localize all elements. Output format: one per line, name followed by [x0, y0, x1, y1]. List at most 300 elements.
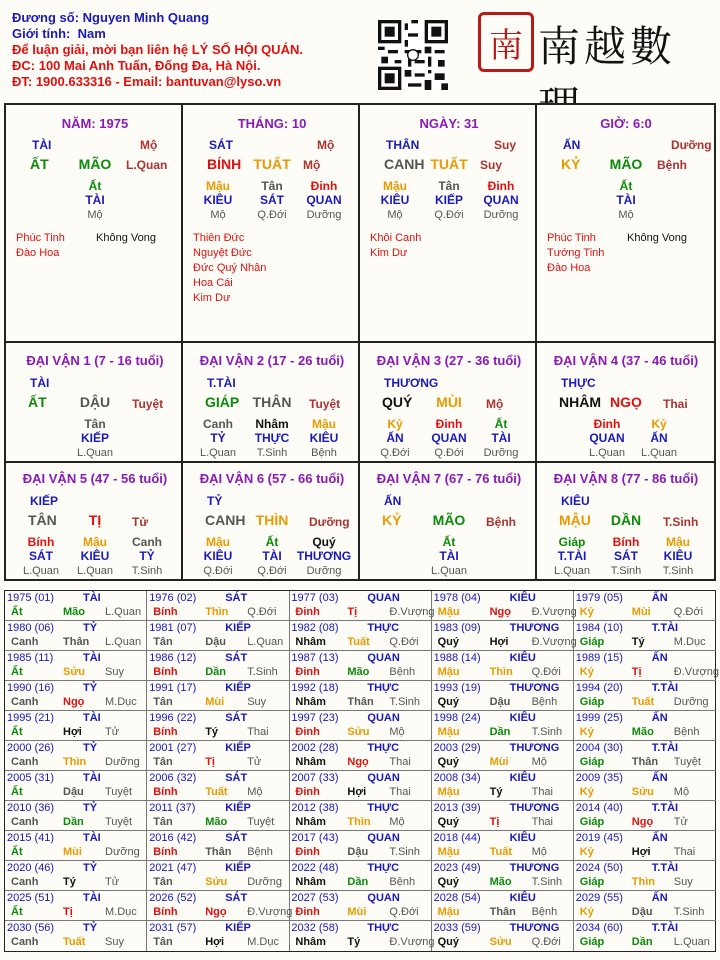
hidden-state: Q.Đới	[203, 565, 233, 577]
year-state: M.Dục	[105, 696, 137, 708]
gender-label: Giới tính:	[12, 26, 71, 41]
earthly-branch: MÃO	[78, 156, 112, 172]
year-stem: Bính	[153, 726, 178, 738]
heavenly-stem: MẬU	[559, 512, 591, 528]
branch-state: T.Sinh	[663, 515, 699, 529]
branch-state: Tuyệt	[132, 397, 164, 411]
year-god: TỶ	[83, 802, 98, 814]
stem-god: THÂN	[386, 138, 420, 152]
hidden-state: Q.Đới	[257, 565, 287, 577]
year-label: 2021 (47)	[149, 862, 197, 874]
year-label: 2015 (41)	[7, 832, 55, 844]
hidden-stem: Ất	[619, 179, 633, 193]
hidden-state: Dưỡng	[483, 209, 519, 221]
year-god: THỰC	[367, 742, 400, 754]
year-label: 1991 (17)	[149, 682, 197, 694]
year-stem: Quý	[437, 756, 459, 768]
year-god: QUAN	[367, 832, 400, 844]
hidden-god: KIÊU	[203, 549, 233, 563]
earthly-branch: THÂN	[252, 394, 292, 410]
year-label: 2010 (36)	[7, 802, 55, 814]
year-god: THỰC	[367, 922, 400, 934]
year-branch: Mùi	[347, 906, 367, 918]
qr-code-icon[interactable]	[378, 20, 448, 90]
year-cell	[147, 801, 289, 831]
year-cell	[5, 831, 147, 861]
year-branch: Thân	[205, 846, 232, 858]
year-cell	[574, 831, 716, 861]
year-state: L.Quan	[105, 636, 142, 648]
year-branch: Sửu	[63, 666, 86, 678]
hidden-god: QUAN	[483, 193, 519, 207]
hidden-state: T.Sinh	[662, 565, 694, 577]
year-branch: Sửu	[489, 936, 512, 948]
year-stem: Mậu	[437, 846, 460, 858]
year-cell	[289, 771, 431, 801]
year-label: 2012 (38)	[291, 802, 339, 814]
year-god: T.TÀI	[651, 802, 679, 814]
stem-god: ẤN	[563, 138, 581, 152]
year-state: M.Dục	[673, 636, 706, 648]
year-branch: Dậu	[205, 636, 226, 648]
year-cell	[432, 771, 574, 801]
year-branch: Mão	[631, 726, 654, 738]
year-cell	[432, 861, 574, 891]
year-god: TỶ	[83, 622, 98, 634]
year-god: T.TÀI	[651, 622, 679, 634]
year-state: Thai	[673, 846, 696, 858]
year-label: 2000 (26)	[7, 742, 55, 754]
hidden-god: QUAN	[431, 431, 467, 445]
year-state: Dưỡng	[673, 696, 709, 708]
brand-logo: 南越數	[538, 22, 677, 71]
year-label: 1981 (07)	[149, 622, 197, 634]
year-cell	[147, 891, 293, 921]
year-stem: Tân	[153, 876, 173, 888]
year-stem: Canh	[11, 636, 39, 648]
pillar-0	[6, 105, 183, 343]
year-god: KIÊU	[509, 832, 536, 844]
hidden-stem: Nhâm	[255, 417, 289, 431]
hidden-god: KIÊU	[203, 193, 233, 207]
shen-sha-star: Hoa Cái	[193, 277, 233, 289]
year-state: Đ.Vượng	[389, 606, 435, 618]
year-label: 2022 (48)	[291, 862, 339, 874]
year-state: Bệnh	[247, 846, 273, 858]
year-label: 2033 (59)	[433, 922, 481, 934]
year-stem: Giáp	[579, 876, 605, 888]
year-stem: Canh	[11, 876, 39, 888]
hidden-god: TÀI	[491, 431, 511, 445]
year-stem: Mậu	[437, 906, 460, 918]
year-state: Thai	[389, 786, 411, 798]
year-stem: Đinh	[295, 846, 320, 858]
shen-sha-star: Không Vong	[627, 232, 687, 244]
year-god: KIẾP	[225, 742, 251, 754]
heavenly-stem: ẤT	[28, 394, 47, 410]
shen-sha-star: Phúc Tinh	[547, 232, 596, 244]
year-branch: Thân	[489, 906, 516, 918]
year-branch: Thân	[63, 636, 90, 648]
year-state: Suy	[673, 876, 693, 888]
year-cell	[574, 591, 716, 621]
year-label: 1988 (14)	[433, 652, 481, 664]
year-branch: Ngọ	[347, 756, 369, 768]
year-branch: Mùi	[205, 696, 225, 708]
year-state: Bệnh	[531, 696, 558, 708]
year-stem: Đinh	[295, 726, 320, 738]
year-branch: Tý	[347, 936, 361, 948]
year-branch: Tý	[63, 876, 76, 888]
hidden-god: QUAN	[306, 193, 342, 207]
branch-state: Mộ	[303, 158, 321, 172]
year-cell	[289, 801, 431, 831]
year-cell	[432, 711, 574, 741]
year-stem: Ất	[11, 666, 23, 678]
year-cell	[147, 591, 289, 621]
year-stem: Tân	[153, 756, 173, 768]
hidden-god: QUAN	[589, 431, 625, 445]
year-branch: Ngọ	[489, 606, 511, 618]
year-branch: Thìn	[63, 756, 87, 768]
year-god: T.TÀI	[651, 922, 679, 934]
year-label: 2005 (31)	[7, 772, 55, 784]
year-label: 1980 (06)	[7, 622, 55, 634]
year-label: 1976 (02)	[149, 592, 197, 604]
year-cell	[147, 621, 289, 651]
year-cell	[5, 891, 147, 921]
hidden-god: KIÊU	[309, 431, 339, 445]
year-label: 1997 (23)	[291, 712, 339, 724]
year-state: M.Dục	[247, 936, 279, 948]
branch-state: Tuyệt	[309, 397, 341, 411]
year-god: ẤN	[651, 712, 668, 724]
year-label: 2018 (44)	[433, 832, 481, 844]
hidden-stem: Mậu	[312, 417, 336, 431]
year-cell	[289, 681, 431, 711]
year-god: SÁT	[225, 712, 248, 724]
branch-state: Thai	[663, 397, 688, 411]
hidden-state: Dưỡng	[483, 447, 519, 459]
hidden-god: TÀI	[85, 193, 105, 207]
year-branch: Tuất	[205, 786, 228, 798]
year-stem: Đinh	[295, 906, 320, 918]
dai-van-4	[537, 343, 714, 463]
year-god: SÁT	[225, 592, 248, 604]
heavenly-stem: KỶ	[382, 512, 402, 528]
year-cell	[574, 681, 716, 711]
hidden-state: Q.Đới	[380, 447, 410, 459]
year-label: 2002 (28)	[291, 742, 339, 754]
hidden-stem: Tân	[84, 417, 106, 431]
year-branch: Tị	[489, 816, 500, 828]
year-cell	[574, 891, 716, 921]
year-state: L.Quan	[247, 636, 284, 648]
dai-van-5	[6, 461, 183, 579]
hidden-state: L.Quan	[588, 447, 626, 459]
hidden-stem: Mậu	[383, 179, 407, 193]
year-cell	[147, 741, 289, 771]
year-god: THƯƠNG	[509, 622, 560, 634]
year-state: L.Quan	[673, 936, 710, 948]
year-state: Q.Đới	[389, 636, 419, 648]
year-branch: Ngọ	[63, 696, 85, 708]
year-state: Tuyệt	[105, 816, 133, 828]
year-state: Q.Đới	[531, 666, 561, 678]
year-branch: Dần	[347, 876, 369, 888]
earthly-branch: TUẤT	[430, 156, 468, 172]
year-stem: Tân	[153, 696, 173, 708]
year-cell	[432, 831, 574, 861]
year-branch: Tý	[631, 636, 645, 648]
year-state: Q.Đới	[531, 936, 561, 948]
year-label: 2019 (45)	[575, 832, 623, 844]
year-state: T.Sinh	[531, 726, 563, 738]
dai-van-title: ĐẠI VẬN 7 (67 - 76 tuổi)	[376, 471, 522, 486]
year-stem: Đinh	[295, 606, 320, 618]
year-state: Tử	[105, 876, 120, 888]
year-label: 1979 (05)	[575, 592, 623, 604]
earthly-branch: MÃO	[609, 156, 643, 172]
year-god: TỶ	[83, 862, 98, 874]
hidden-god: THƯƠNG	[296, 549, 352, 563]
year-cell	[289, 741, 431, 771]
year-branch: Sửu	[347, 726, 370, 738]
year-state: Đ.Vượng	[673, 666, 719, 678]
year-label: 1998 (24)	[433, 712, 481, 724]
stem-state: Mộ	[140, 138, 158, 152]
year-stem: Giáp	[579, 936, 605, 948]
year-label: 1982 (08)	[291, 622, 339, 634]
hidden-god: ẤN	[650, 431, 668, 445]
year-cell	[147, 921, 289, 951]
gender-value: Nam	[77, 26, 106, 41]
year-god: KIÊU	[509, 592, 536, 604]
shen-sha-star: Phúc Tinh	[16, 232, 65, 244]
dai-van-title: ĐẠI VẬN 4 (37 - 46 tuổi)	[553, 353, 699, 368]
hidden-state: Mộ	[618, 209, 634, 221]
year-state: Bệnh	[389, 666, 416, 678]
hidden-stem: Mậu	[666, 535, 690, 549]
year-stem: Giáp	[579, 636, 605, 648]
hidden-stem: Quý	[312, 535, 336, 549]
year-label: 2023 (49)	[433, 862, 481, 874]
year-stem: Mậu	[437, 666, 460, 678]
year-god: KIẾP	[225, 682, 251, 694]
year-branch: Hợi	[347, 786, 367, 798]
year-label: 1975 (01)	[7, 592, 55, 604]
hidden-stem: Canh	[132, 535, 162, 549]
year-stem: Bính	[153, 846, 178, 858]
dai-van-title: ĐẠI VẬN 8 (77 - 86 tuổi)	[553, 471, 699, 486]
year-god: TÀI	[83, 712, 101, 724]
hidden-god: T.TÀI	[557, 549, 587, 563]
year-state: Bệnh	[389, 876, 416, 888]
year-branch: Hợi	[205, 936, 225, 948]
hidden-god: KIẾP	[434, 193, 464, 207]
hidden-stem: Đinh	[310, 179, 338, 193]
hidden-god: KIÊU	[80, 549, 110, 563]
year-cell	[432, 591, 577, 621]
year-branch: Mão	[347, 666, 370, 678]
earthly-branch: DẬU	[79, 394, 111, 410]
year-state: Thai	[247, 726, 269, 738]
year-god: QUAN	[367, 592, 400, 604]
year-stem: Kỷ	[579, 606, 594, 618]
stem-state: Dưỡng	[671, 138, 712, 152]
year-god: THƯƠNG	[509, 922, 560, 934]
year-branch: Tị	[631, 666, 642, 678]
year-state: Tuyệt	[105, 786, 133, 798]
year-state: L.Quan	[105, 606, 142, 618]
year-branch: Tị	[205, 756, 215, 768]
year-stem: Mậu	[437, 606, 460, 618]
year-stem: Canh	[11, 816, 39, 828]
year-state: Tử	[105, 726, 120, 738]
heavenly-stem: GIÁP	[205, 394, 240, 410]
dai-van-title: ĐẠI VẬN 2 (17 - 26 tuổi)	[199, 353, 345, 368]
pillars-grid	[4, 103, 716, 581]
year-cell	[289, 831, 431, 861]
heavenly-stem: NHÂM	[559, 394, 601, 410]
year-state: Đ.Vượng	[247, 906, 293, 918]
year-stem: Nhâm	[295, 756, 326, 768]
hidden-stem: Kỷ	[651, 417, 667, 431]
year-stem: Bính	[153, 666, 178, 678]
pillar-title: NĂM: 1975	[61, 116, 129, 131]
year-stem: Ất	[11, 786, 23, 798]
year-god: TỶ	[83, 682, 98, 694]
year-stem: Quý	[437, 876, 459, 888]
dai-van-1	[6, 343, 183, 463]
year-stem: Canh	[11, 936, 39, 948]
year-label: 1984 (10)	[575, 622, 623, 634]
stem-god: TÀI	[32, 138, 52, 152]
year-label: 2001 (27)	[149, 742, 197, 754]
year-label: 2003 (29)	[433, 742, 481, 754]
year-cell	[289, 921, 435, 951]
year-cell	[574, 621, 716, 651]
year-label: 2011 (37)	[149, 802, 196, 814]
hidden-stem: Tân	[261, 179, 283, 193]
year-state: Suy	[105, 666, 124, 678]
shen-sha-star: Kim Dư	[370, 247, 408, 259]
hidden-state: L.Quan	[199, 447, 237, 459]
hidden-state: T.Sinh	[256, 447, 288, 459]
year-cell	[432, 621, 577, 651]
year-cell	[5, 681, 147, 711]
year-branch: Dần	[205, 666, 226, 678]
year-god: KIẾP	[225, 802, 251, 814]
hidden-stem: Mậu	[83, 535, 107, 549]
year-cell	[147, 771, 289, 801]
pillar-3	[537, 105, 714, 343]
year-god: KIÊU	[509, 652, 536, 664]
year-branch: Dậu	[631, 906, 653, 918]
year-branch: Tị	[63, 906, 73, 918]
year-cell	[289, 711, 431, 741]
year-god: THỰC	[367, 802, 400, 814]
seal-stamp: 南	[478, 12, 534, 72]
year-state: Đ.Vượng	[531, 606, 577, 618]
year-branch: Sửu	[205, 876, 228, 888]
owner-label: Đương số:	[12, 10, 80, 25]
dai-van-2	[183, 343, 360, 463]
pillar-title: NGÀY: 31	[419, 116, 479, 131]
year-god: QUAN	[367, 892, 400, 904]
hidden-god: KIẾP	[80, 431, 110, 445]
owner-name: Nguyen Minh Quang	[82, 10, 210, 25]
stem-god: THƯƠNG	[384, 376, 439, 390]
shen-sha-star: Đào Hoa	[16, 247, 60, 259]
year-branch: Thìn	[347, 816, 371, 828]
year-label: 2006 (32)	[149, 772, 197, 784]
year-cell	[432, 921, 574, 951]
year-state: M.Dục	[105, 906, 137, 918]
hidden-stem: Ất	[442, 535, 456, 549]
year-cell	[432, 741, 574, 771]
year-state: Mộ	[531, 756, 547, 768]
year-branch: Dần	[631, 936, 653, 948]
hidden-god: SÁT	[29, 549, 53, 563]
year-god: KIẾP	[225, 922, 251, 934]
year-god: THỰC	[367, 862, 400, 874]
phone-email-line[interactable]: ĐT: 1900.633316 - Email: bantuvan@lyso.vn	[12, 74, 282, 89]
stem-god: TÀI	[30, 376, 50, 390]
hidden-god: ẤN	[386, 431, 404, 445]
pillar-title: THÁNG: 10	[237, 116, 307, 131]
year-branch: Thìn	[631, 876, 656, 888]
pillar-2	[360, 105, 537, 343]
year-branch: Mão	[63, 606, 85, 618]
header-info	[12, 10, 303, 90]
year-label: 2009 (35)	[575, 772, 623, 784]
year-god: ẤN	[651, 892, 668, 904]
year-branch: Tuất	[489, 846, 512, 858]
earthly-branch: DẦN	[610, 512, 642, 528]
year-branch: Hợi	[631, 846, 651, 858]
year-god: SÁT	[225, 832, 248, 844]
year-branch: Thân	[631, 756, 659, 768]
year-cell	[574, 801, 716, 831]
year-branch: Tý	[489, 786, 503, 798]
year-state: Thai	[531, 816, 553, 828]
dai-van-8	[537, 461, 714, 579]
year-label: 2013 (39)	[433, 802, 481, 814]
hidden-stem: Giáp	[558, 535, 586, 549]
hidden-god: KIÊU	[663, 549, 693, 563]
year-branch: Thìn	[205, 606, 229, 618]
hidden-stem: Mậu	[206, 535, 230, 549]
hidden-state: Dưỡng	[306, 565, 342, 577]
branch-state: Dưỡng	[309, 515, 350, 529]
year-branch: Mão	[489, 876, 512, 888]
year-label: 2030 (56)	[7, 922, 55, 934]
year-stem: Quý	[437, 936, 459, 948]
year-stem: Nhâm	[295, 816, 326, 828]
year-branch: Ngọ	[631, 816, 654, 828]
hidden-stem: Ất	[265, 535, 279, 549]
year-branch: Dậu	[489, 696, 511, 708]
year-branch: Dậu	[347, 846, 369, 858]
branch-state: L.Quan	[126, 158, 168, 172]
year-stem: Ất	[11, 906, 23, 918]
hidden-state: Mộ	[387, 209, 403, 221]
shen-sha-star: Kim Dư	[193, 292, 231, 304]
year-branch: Tý	[205, 726, 219, 738]
year-state: Suy	[105, 936, 124, 948]
earthly-branch: TUẤT	[253, 156, 291, 172]
